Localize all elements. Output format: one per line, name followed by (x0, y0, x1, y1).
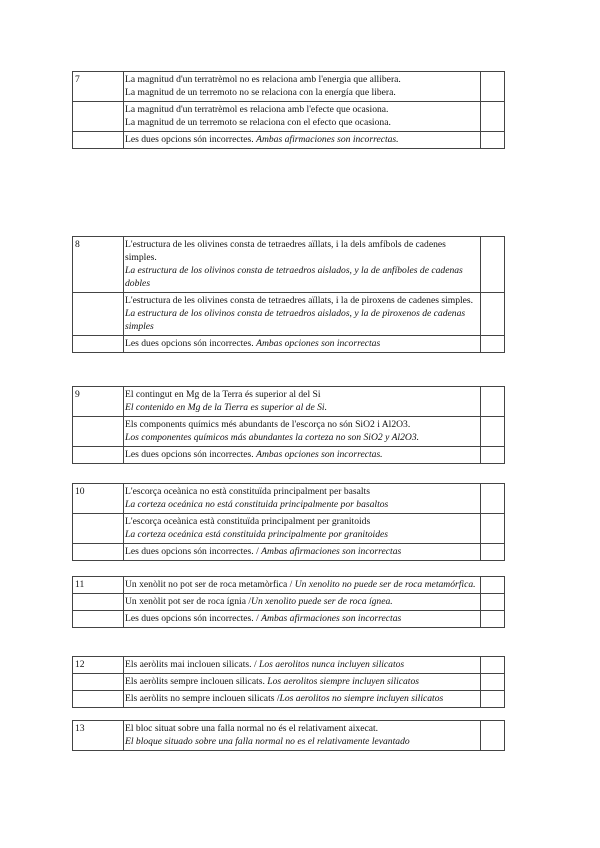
option-text-cell (124, 544, 481, 561)
option-text-catalan: La magnitud de un terremoto se relaciona con el efecto que ocasiona. (125, 117, 391, 128)
option-text-spanish: La estructura de los olivinos consta de tetraedros aislados, y la de anfíboles de cadenas dobles (125, 265, 463, 289)
option-row (73, 387, 505, 417)
question-number-cell: 13 (73, 721, 124, 751)
option-text-spanish: Un xenolito puede ser de roca ígnea. (251, 596, 393, 607)
option-text-catalan: La magnitud d'un terratrèmol no es relaciona amb l'energia que allibera. (125, 74, 401, 85)
answer-box[interactable] (481, 102, 505, 132)
question-number-cell (73, 514, 124, 544)
option-text-catalan: Els aeròlits mai inclouen silicats. / (125, 659, 260, 670)
option-text-cell (124, 102, 481, 132)
answer-box[interactable] (481, 447, 505, 464)
option-text-spanish: Los aerolitos nunca incluyen silicatos (259, 659, 405, 670)
option-text-spanish: Un xenolito no puede ser de roca metamórfica. (294, 579, 476, 590)
option-text-catalan: L'estructura de les olivines consta de tetraedres aïllats, i la de piroxens de cadenes simples. (125, 295, 474, 306)
answer-box[interactable] (481, 544, 505, 561)
option-text-cell (124, 447, 481, 464)
answer-box[interactable] (481, 611, 505, 628)
option-text-cell (124, 237, 481, 293)
question-number-cell (73, 132, 124, 149)
question-number-cell (73, 691, 124, 708)
question-number-cell (73, 674, 124, 691)
option-row (73, 336, 505, 353)
option-text-spanish: Los componentes químicos más abundantes la corteza no son SiO2 y Al2O3. (125, 432, 420, 443)
option-text-catalan: Un xenòlit pot ser de roca ígnia / (125, 596, 252, 607)
option-row (73, 237, 505, 293)
question-number-cell (73, 594, 124, 611)
question-number-cell (73, 417, 124, 447)
option-text-catalan: El bloc situat sobre una falla normal no és el relativament aixecat. (125, 723, 379, 734)
option-text-catalan: Els aeròlits no sempre inclouen silicats / (125, 693, 280, 704)
option-text-cell (124, 417, 481, 447)
option-row (73, 132, 505, 149)
option-text-catalan: Les dues opcions són incorrectes. / (125, 613, 262, 624)
answer-box[interactable] (481, 417, 505, 447)
option-row (73, 417, 505, 447)
option-row (73, 611, 505, 628)
option-row (73, 293, 505, 336)
answer-box[interactable] (481, 387, 505, 417)
option-text-spanish: Ambas opciones son incorrectas. (256, 449, 383, 460)
option-text-catalan: Els components químics més abundants de l'escorça no són SiO2 i Al2O3. (125, 419, 411, 430)
option-row (73, 544, 505, 561)
option-text-spanish: El contenido en Mg de la Tierra es superior al de Si. (125, 402, 327, 413)
question-number-cell (73, 293, 124, 336)
answer-box[interactable] (481, 336, 505, 353)
option-row (73, 721, 505, 751)
option-row (73, 447, 505, 464)
question-table (72, 236, 505, 353)
option-row (73, 657, 505, 674)
option-text-spanish: La corteza oceánica está constituida principalmente por granitoides (125, 529, 388, 540)
option-text-catalan: La magnitud d'un terratrèmol es relaciona amb l'efecte que ocasiona. (125, 104, 389, 115)
question-number-cell: 10 (73, 484, 124, 514)
option-text-catalan: Les dues opcions són incorrectes. / (125, 546, 262, 557)
question-number-cell (73, 447, 124, 464)
question-number-cell (73, 611, 124, 628)
option-text-cell (124, 484, 481, 514)
question-number-cell (73, 336, 124, 353)
option-text-catalan: Un xenòlit no pot ser de roca metamòrfica / (125, 579, 295, 590)
answer-box[interactable] (481, 72, 505, 102)
question-table (72, 656, 505, 708)
answer-box[interactable] (481, 721, 505, 751)
option-row (73, 102, 505, 132)
option-text-spanish: Ambas afirmaciones son incorrectas (261, 613, 402, 624)
option-text-cell (124, 132, 481, 149)
option-text-catalan: L'escorça oceànica està constituïda principalment per granitoids (125, 516, 371, 527)
option-text-cell (124, 674, 481, 691)
answer-box[interactable] (481, 293, 505, 336)
option-row (73, 72, 505, 102)
answer-box[interactable] (481, 132, 505, 149)
option-text-catalan: Les dues opcions són incorrectes. (125, 134, 257, 145)
answer-box[interactable] (481, 691, 505, 708)
option-text-spanish: Los aerolitos siempre incluyen silicatos (267, 676, 419, 687)
option-row (73, 594, 505, 611)
option-row (73, 514, 505, 544)
question-number-cell: 12 (73, 657, 124, 674)
answer-box[interactable] (481, 657, 505, 674)
question-table (72, 386, 505, 464)
option-text-spanish: La corteza oceánica no está constituida principalmente por basaltos (125, 499, 389, 510)
option-text-catalan: Els aeròlits sempre inclouen silicats. (125, 676, 268, 687)
option-text-cell (124, 387, 481, 417)
option-text-cell (124, 72, 481, 102)
option-text-catalan: El contingut en Mg de la Terra és superior al del Si (125, 389, 321, 400)
option-text-cell (124, 293, 481, 336)
answer-box[interactable] (481, 514, 505, 544)
question-number-cell: 7 (73, 72, 124, 102)
option-text-spanish: Ambas opciones son incorrectas (256, 338, 381, 349)
answer-box[interactable] (481, 577, 505, 594)
answer-box[interactable] (481, 594, 505, 611)
option-text-spanish: Ambas afirmaciones son incorrectas. (256, 134, 399, 145)
answer-box[interactable] (481, 674, 505, 691)
option-row (73, 674, 505, 691)
option-row (73, 577, 505, 594)
option-text-cell (124, 611, 481, 628)
question-number-cell (73, 544, 124, 561)
option-text-spanish: Los aerolitos no siempre incluyen silicatos (279, 693, 444, 704)
option-text-spanish: Ambas afirmaciones son incorrectas (261, 546, 402, 557)
question-table (72, 720, 505, 751)
question-number-cell: 11 (73, 577, 124, 594)
option-text-catalan: L'estructura de les olivines consta de tetraedres aïllats, i la dels amfíbols de cadenes simples. (125, 239, 446, 263)
option-text-cell (124, 721, 481, 751)
question-number-cell (73, 102, 124, 132)
answer-box[interactable] (481, 484, 505, 514)
option-text-catalan: Les dues opcions són incorrectes. (125, 449, 257, 460)
answer-box[interactable] (481, 237, 505, 293)
question-table (72, 576, 505, 628)
question-table (72, 71, 505, 149)
option-text-cell (124, 336, 481, 353)
question-number-cell: 8 (73, 237, 124, 293)
question-table (72, 483, 505, 561)
option-text-catalan: Les dues opcions són incorrectes. (125, 338, 257, 349)
option-text-catalan: L'escorça oceànica no està constituïda principalment per basalts (125, 486, 370, 497)
option-text-cell (124, 594, 481, 611)
question-number-cell: 9 (73, 387, 124, 417)
option-text-catalan: La magnitud de un terremoto no se relaciona con la energía que libera. (125, 87, 396, 98)
option-text-cell (124, 657, 481, 674)
option-text-spanish: El bloque situado sobre una falla normal no es el relativamente levantado (125, 736, 410, 747)
option-text-cell (124, 691, 481, 708)
option-row (73, 484, 505, 514)
option-row (73, 691, 505, 708)
option-text-cell (124, 514, 481, 544)
option-text-spanish: La estructura de los olivinos consta de tetraedros aislados, y la de piroxenos de cadenas simples (125, 308, 466, 332)
option-text-cell (124, 577, 481, 594)
